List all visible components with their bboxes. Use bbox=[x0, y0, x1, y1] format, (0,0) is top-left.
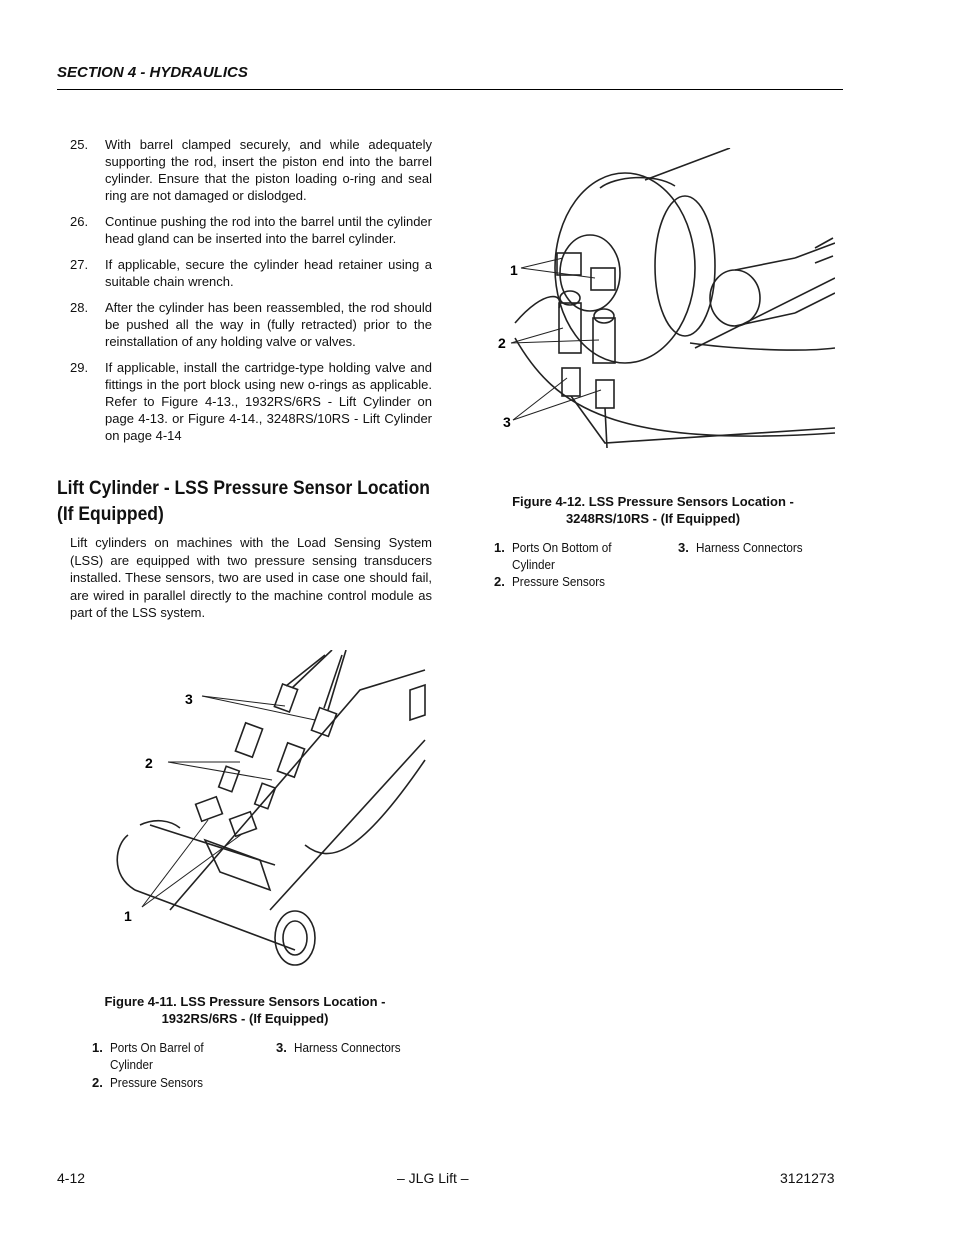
figure-4-11-caption bbox=[80, 993, 410, 1027]
step-number: 25. bbox=[70, 137, 89, 152]
step-item bbox=[70, 136, 432, 204]
figure-4-12-legend bbox=[494, 539, 824, 599]
step-item bbox=[70, 359, 432, 444]
step-text: If applicable, install the cartridge-type holding valve and fittings in the port block using new o-rings as applicable. Refer to Figure 4-13., 1932RS/6RS - Lift Cylinder on page 4-13. or Figure 4-14., 3248RS/10RS - Lift Cylinder on page 4-14 bbox=[105, 360, 432, 443]
section-title: SECTION 4 - HYDRAULICS bbox=[57, 64, 248, 81]
step-text: With barrel clamped securely, and while adequately supporting the rod, insert the piston end into the barrel cylinder. Ensure that the piston loading o-ring and seal ring are not damaged or dislodged. bbox=[105, 137, 432, 203]
page-number: 4-12 bbox=[57, 1170, 86, 1186]
legend-number: 2. bbox=[494, 574, 505, 589]
caption-line: 1932RS/6RS - (If Equipped) bbox=[161, 1011, 329, 1026]
legend-text: Harness Connectors bbox=[696, 540, 803, 555]
caption-line: 3248RS/10RS - (If Equipped) bbox=[565, 511, 741, 526]
legend-number: 1. bbox=[92, 1040, 103, 1055]
figure-4-11-illustration bbox=[110, 650, 430, 970]
legend-text: Ports On Barrel of Cylinder bbox=[110, 1040, 204, 1072]
legend-number: 2. bbox=[92, 1075, 103, 1090]
legend-item bbox=[276, 1039, 436, 1056]
callout-1: 1 bbox=[124, 908, 132, 924]
figure-4-12-illustration bbox=[495, 148, 835, 453]
legend-text: Pressure Sensors bbox=[512, 574, 605, 589]
header-divider bbox=[57, 89, 843, 90]
caption-line: Figure 4-12. LSS Pressure Sensors Location - bbox=[512, 494, 794, 509]
legend-item bbox=[494, 539, 654, 573]
callout-1: 1 bbox=[510, 262, 518, 278]
callout-3: 3 bbox=[503, 414, 511, 430]
step-item bbox=[70, 256, 432, 290]
legend-text: Ports On Bottom of Cylinder bbox=[512, 540, 612, 572]
step-text: Continue pushing the rod into the barrel until the cylinder head gland can be inserted into the barrel cylinder. bbox=[105, 214, 432, 246]
legend-number: 3. bbox=[678, 540, 689, 555]
legend-text: Pressure Sensors bbox=[110, 1075, 203, 1090]
footer-center: – JLG Lift – bbox=[397, 1170, 469, 1186]
step-number: 26. bbox=[70, 214, 89, 229]
step-text: If applicable, secure the cylinder head retainer using a suitable chain wrench. bbox=[105, 257, 432, 289]
step-item bbox=[70, 213, 432, 247]
procedure-steps bbox=[70, 136, 432, 453]
caption-line: Figure 4-11. LSS Pressure Sensors Location - bbox=[104, 994, 386, 1009]
legend-item bbox=[92, 1039, 252, 1073]
step-number: 29. bbox=[70, 360, 89, 375]
figure-4-11-legend bbox=[92, 1039, 422, 1099]
callout-3: 3 bbox=[185, 691, 193, 707]
section-paragraph: Lift cylinders on machines with the Load Sensing System (LSS) are equipped with two pressure sensing transducers installed. These sensors, two are used in case one should fail, are wired in parallel directly to the machine control module as part of the LSS system. bbox=[70, 535, 432, 620]
legend-item bbox=[494, 573, 654, 590]
callout-2: 2 bbox=[145, 755, 153, 771]
legend-item bbox=[92, 1074, 252, 1091]
figure-4-12-caption bbox=[488, 493, 818, 527]
step-number: 28. bbox=[70, 300, 89, 315]
legend-item bbox=[678, 539, 838, 556]
legend-text: Harness Connectors bbox=[294, 1040, 401, 1055]
doc-number: 3121273 bbox=[780, 1170, 835, 1186]
step-number: 27. bbox=[70, 257, 89, 272]
legend-number: 3. bbox=[276, 1040, 287, 1055]
callout-2: 2 bbox=[498, 335, 506, 351]
section-heading: Lift Cylinder - LSS Pressure Sensor Location (If Equipped) bbox=[57, 478, 430, 525]
step-item bbox=[70, 299, 432, 350]
step-text: After the cylinder has been reassembled, the rod should be pushed all the way in (fully retracted) prior to the reinstallation of any holding valve or valves. bbox=[105, 300, 432, 349]
legend-number: 1. bbox=[494, 540, 505, 555]
